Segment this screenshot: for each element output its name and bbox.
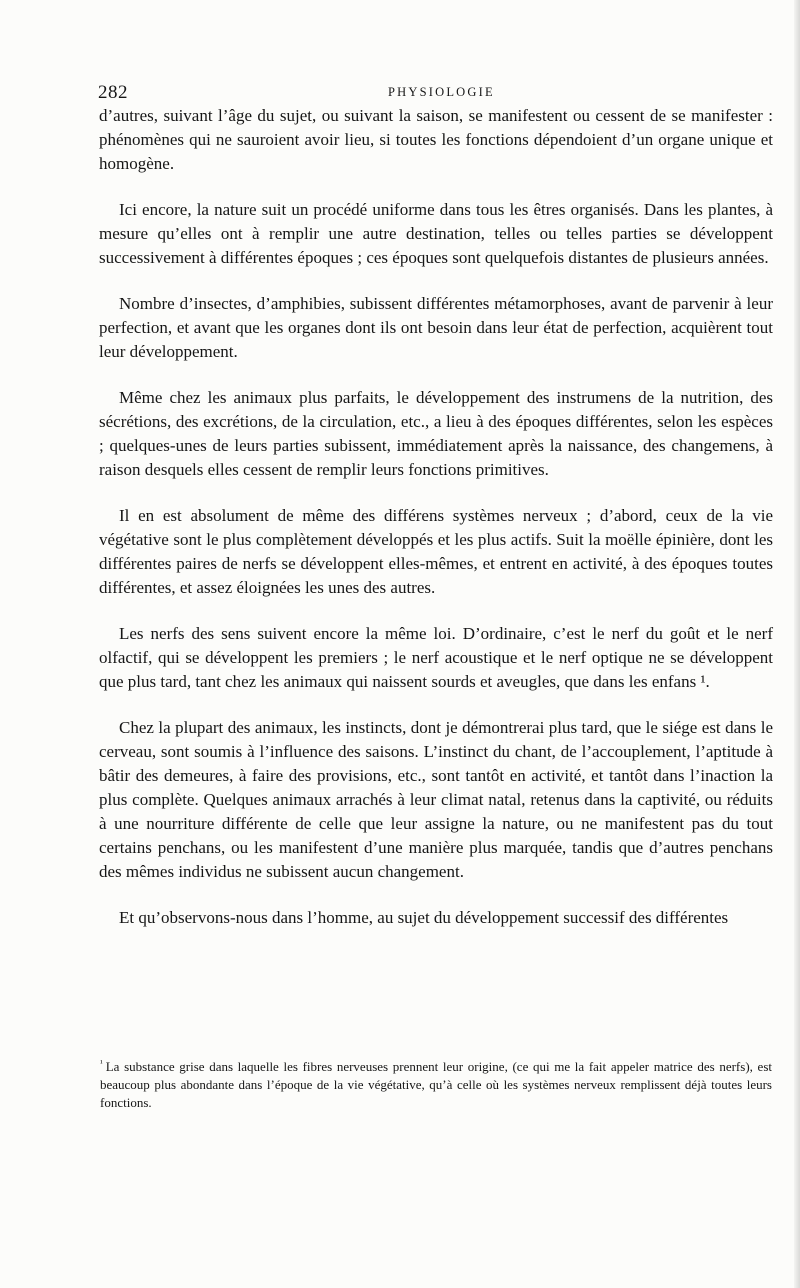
paragraph-continuation: d’autres, suivant l’âge du sujet, ou suivant la saison, se manifestent ou cessent de se manifester : phénomènes qui ne sauroient avoir lieu, si toutes les fonctions dépendoient d’un organe unique et homogène. xyxy=(99,106,773,173)
paragraph: Et qu’observons-nous dans l’homme, au sujet du développement successif des différentes xyxy=(119,908,729,927)
page-header xyxy=(98,82,760,106)
footnote-marker: ¹ xyxy=(100,1058,103,1068)
page-number: 282 xyxy=(98,82,128,103)
paragraph: Les nerfs des sens suivent encore la même loi. D’ordinaire, c’est le nerf du goût et le nerf olfactif, qui se développent les premiers ; le nerf acoustique et le nerf optique ne se développent que plus tard, tant chez les animaux qui naissent sourds et aveugles, que dans les enfans ¹. xyxy=(99,624,773,691)
running-title: PHYSIOLOGIE xyxy=(388,85,495,99)
page-edge-shadow xyxy=(794,0,800,1288)
body-text xyxy=(99,104,773,952)
footnote xyxy=(100,1054,772,1112)
paragraph: Il en est absolument de même des différens systèmes nerveux ; d’abord, ceux de la vie végétative sont le plus complètement développés et les plus actifs. Suit la moëlle épinière, dont les différentes paires de nerfs se développent elles-mêmes, et entrent en activité, à des époques toutes différentes, et assez éloignées les unes des autres. xyxy=(99,506,773,597)
paragraph: Même chez les animaux plus parfaits, le développement des instrumens de la nutrition, des sécrétions, des excrétions, de la circulation, etc., a lieu à des époques différentes, selon les espèces ; quelques-unes de leurs parties subissent, immédiatement après la naissance, des changemens, à raison desquels elles cessent de remplir leurs fonctions primitives. xyxy=(99,388,773,479)
paragraph: Ici encore, la nature suit un procédé uniforme dans tous les êtres organisés. Dans les plantes, à mesure qu’elles ont à remplir une autre destination, telles ou telles parties se développent successivement à différentes époques ; ces époques sont quelquefois distantes de plusieurs années. xyxy=(99,200,773,267)
paragraph: Chez la plupart des animaux, les instincts, dont je démontrerai plus tard, que le siége est dans le cerveau, sont soumis à l’influence des saisons. L’instinct du chant, de l’accouplement, l’aptitude à bâtir des demeures, à faire des provisions, etc., sont tantôt en activité, et tantôt dans l’inaction la plus complète. Quelques animaux arrachés à leur climat natal, retenus dans la captivité, ou réduits à une nourriture différente de celle que leur assigne la nature, ou ne manifestent pas du tout certains penchans, ou les manifestent d’une manière plus marquée, tandis que d’autres penchans des mêmes individus ne subissent aucun changement. xyxy=(99,718,773,881)
paragraph: Nombre d’insectes, d’amphibies, subissent différentes métamorphoses, avant de parvenir à leur perfection, et avant que les organes dont ils ont besoin dans leur état de perfection, acquièrent tout leur développement. xyxy=(99,294,773,361)
footnote-text: La substance grise dans laquelle les fibres nerveuses prennent leur origine, (ce qui me la fait appeler matrice des nerfs), est beaucoup plus abondante dans l’époque de la vie végétative, qu’à celle où les systèmes nerveux remplissent déjà toutes leurs fonctions. xyxy=(100,1059,772,1110)
